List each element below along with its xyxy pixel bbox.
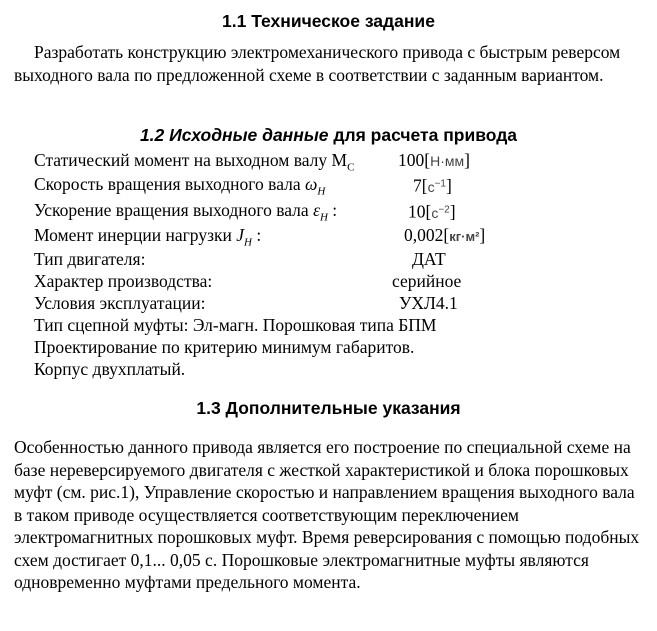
housing-line: Корпус двухплатый. bbox=[34, 359, 186, 379]
row-value: 100[Н·мм] bbox=[398, 150, 470, 170]
row-label: Статический момент на выходном валу М bbox=[34, 150, 348, 170]
additional-paragraph: Особенностью данного привода является его построение по специальной схеме на базе нереверсируемого двигателя с жесткой характеристикой и блока порошковых муфт (см. рис.1), Управление скоростью и направлением вращения выходного вала в таком приводе осуществляется соответствующим переключением электромагнитных порошковых муфт. Время реверсирования с помощью подобных схем достигает 0,1... 0,05 с. Порошковые электромагнитные муфты являются одновременно муфтами предельного момента. bbox=[14, 437, 640, 592]
row-label: Характер производства: bbox=[34, 271, 213, 291]
data-row-production bbox=[34, 269, 212, 293]
section-title-italic: 1.2 Исходные данные bbox=[139, 125, 329, 145]
value-number: 100 bbox=[398, 150, 425, 170]
row-subscript: Н bbox=[244, 236, 252, 249]
data-row-motor-type bbox=[34, 247, 145, 271]
data-row-rotation-speed bbox=[34, 172, 325, 196]
omega-symbol: ω bbox=[305, 174, 318, 194]
row-value: ДАТ bbox=[412, 249, 446, 269]
row-value: серийное bbox=[392, 271, 462, 291]
value-unit: Н·мм bbox=[430, 153, 465, 169]
design-criterion-line: Проектирование по критерию минимум габаритов. bbox=[34, 337, 415, 357]
value-unit: $с^{-2}$ bbox=[431, 204, 450, 221]
value-number: 10 bbox=[408, 201, 426, 222]
row-label: Скорость вращения выходного вала bbox=[34, 174, 305, 194]
epsilon-symbol: ε bbox=[313, 200, 320, 220]
j-symbol: J bbox=[236, 225, 245, 245]
data-row-inertia bbox=[34, 223, 261, 247]
row-tail: : bbox=[327, 200, 338, 220]
row-tail: : bbox=[251, 225, 262, 245]
row-subscript: С bbox=[347, 161, 355, 174]
data-row-static-moment bbox=[34, 148, 354, 172]
row-label: Условия эксплуатации: bbox=[34, 293, 206, 313]
section-title-additional: 1.3 Дополнительные указания bbox=[196, 398, 461, 418]
row-value: $7[с^{-1}]$ bbox=[413, 175, 452, 196]
value-unit: кг·м² bbox=[449, 229, 480, 244]
value-number: 0,002 bbox=[404, 225, 444, 245]
row-value: УХЛ4.1 bbox=[399, 293, 458, 313]
data-row-acceleration bbox=[34, 198, 337, 222]
value-unit: $с^{-1}$ bbox=[427, 178, 446, 195]
coupling-type-line: Тип сцепной муфты: Эл-магн. Порошковая типа БПМ bbox=[34, 315, 437, 335]
row-label: Тип двигателя: bbox=[34, 249, 146, 269]
row-value: 0,002[кг·м²] bbox=[404, 225, 486, 245]
row-value: $10[с^{-2}]$ bbox=[408, 201, 456, 222]
row-label: Момент инерции нагрузки bbox=[34, 225, 237, 245]
section-title-task: 1.1 Техническое задание bbox=[222, 11, 435, 31]
task-paragraph: Разработать конструкцию электромеханического привода с быстрым реверсом выходного вала по предложенной схеме в соответствии с заданным вариантом. bbox=[14, 42, 621, 85]
row-subscript: Н bbox=[317, 185, 326, 198]
data-row-operating-conditions bbox=[34, 291, 205, 315]
value-number: 7 bbox=[413, 175, 422, 196]
row-label: Ускорение вращения выходного вала bbox=[34, 200, 314, 220]
section-title-rest: для расчета привода bbox=[328, 125, 518, 145]
row-subscript: Н bbox=[319, 211, 328, 224]
section-title-input-data bbox=[0, 125, 657, 146]
